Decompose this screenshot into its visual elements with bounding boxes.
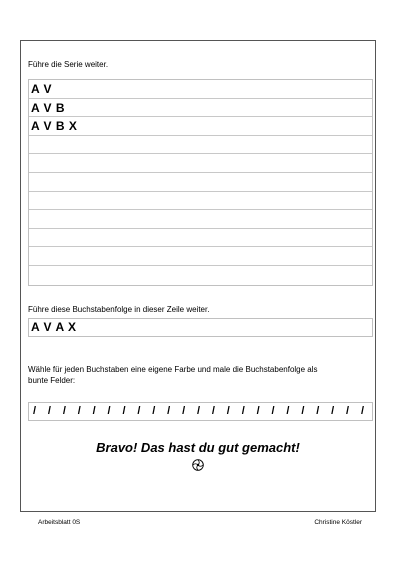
writing-line: A V B X	[29, 117, 372, 136]
color-field-separator: /	[346, 405, 350, 417]
writing-line	[29, 229, 372, 248]
writing-line	[29, 266, 372, 285]
color-field-separator: /	[107, 405, 111, 417]
writing-line: A V B	[29, 99, 372, 118]
color-field-separator: /	[152, 405, 156, 417]
task1-writing-lines	[28, 79, 373, 286]
color-field-separator: /	[47, 405, 51, 417]
color-field-separator: /	[62, 405, 66, 417]
writing-line: A V	[29, 80, 372, 99]
color-field-separator: /	[301, 405, 305, 417]
writing-line	[29, 173, 372, 192]
color-field-separator: /	[286, 405, 290, 417]
footer-left: Arbeitsblatt 0S	[38, 519, 81, 526]
color-field-separator: /	[137, 405, 141, 417]
color-field-separator: /	[196, 405, 201, 417]
color-field-separator: /	[316, 405, 320, 417]
writing-line	[29, 247, 372, 266]
color-field-separator: /	[360, 405, 364, 417]
color-field-separator: /	[211, 405, 215, 417]
color-field-separator: /	[92, 405, 96, 417]
color-field-separator: /	[182, 405, 186, 417]
footer-right: Christine Köstler	[314, 519, 362, 526]
task1-instruction: Führe die Serie weiter.	[28, 60, 109, 69]
color-field-separator: /	[122, 405, 126, 417]
color-field-separator: /	[331, 405, 335, 417]
writing-line	[29, 192, 372, 211]
task3-instruction-line1: Wähle für jeden Buchstaben eine eigene Farbe und male die Buchstabenfolge als	[28, 365, 318, 374]
color-field-separator: /	[226, 405, 230, 417]
color-field-separator: /	[77, 405, 81, 417]
writing-line	[29, 210, 372, 229]
task3-color-fields	[28, 402, 373, 421]
task2-instruction: Führe diese Buchstabenfolge in dieser Zeile weiter.	[28, 305, 210, 314]
color-field-separator: /	[241, 405, 245, 417]
task2-sequence-line: A V A X	[28, 318, 373, 337]
color-field-separator: /	[167, 405, 171, 417]
writing-line	[29, 136, 372, 155]
writing-line	[29, 154, 372, 173]
sun-spiral-icon	[192, 459, 204, 471]
praise-text: Bravo! Das hast du gut gemacht!	[96, 440, 300, 455]
task3-instruction-line2: bunte Felder:	[28, 376, 76, 385]
color-field-separator: /	[256, 405, 260, 417]
color-field-separator: /	[33, 405, 37, 417]
color-field-separator: /	[271, 405, 275, 417]
